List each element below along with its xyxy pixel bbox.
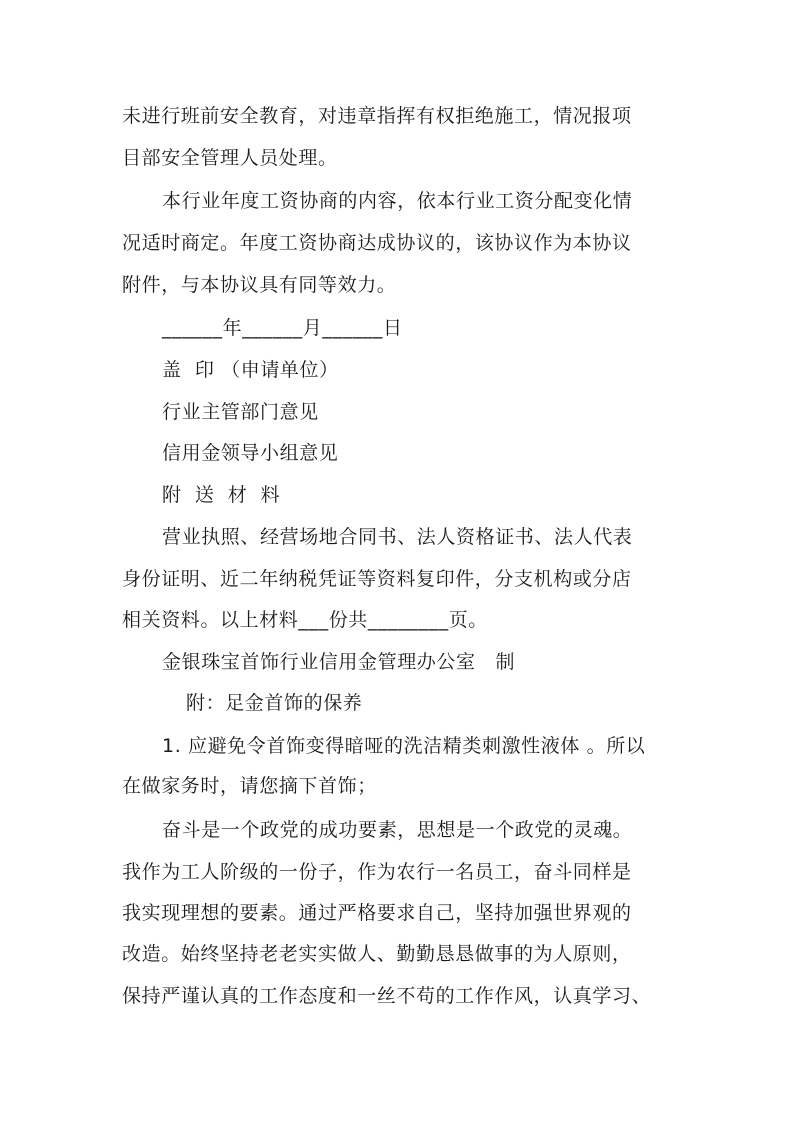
department-opinion-line: 行业主管部门意见 — [162, 401, 319, 423]
paragraph-line: 本行业年度工资协商的内容，依本行业工资分配变化情 — [162, 190, 633, 212]
paragraph-line: 目部安全管理人员处理。 — [122, 147, 338, 169]
list-item-line: 1. 应避免令首饰变得暗哑的洗洁精类刺激性液体 。所以 — [162, 735, 646, 757]
date-line: ______年______月______日 — [162, 317, 403, 339]
paragraph-line: 况适时商定。年度工资协商达成协议的，该协议作为本协议 — [122, 232, 632, 254]
paragraph-line: 营业执照、经营场地合同书、法人资格证书、法人代表 — [162, 526, 633, 548]
paragraph-line: 附件，与本协议具有同等效力。 — [122, 274, 397, 296]
paragraph-line: 保持严谨认真的工作态度和一丝不苟的工作作风，认真学习、 — [122, 985, 652, 1007]
paragraph-line: 身份证明、近二年纳税凭证等资料复印件，分支机构或分店 — [122, 568, 632, 590]
paragraph-line: 相关资料。以上材料___份共________页。 — [122, 609, 488, 631]
attached-materials-heading: 附 送 材 料 — [162, 484, 281, 506]
paragraph-line: 我作为工人阶级的一份子，作为农行一名员工，奋斗同样是 — [122, 861, 632, 883]
paragraph-line: 改造。始终坚持老老实实做人、勤勤恳恳做事的为人原则， — [122, 943, 632, 965]
paragraph-line: 我实现理想的要素。通过严格要求自己，坚持加强世界观的 — [122, 902, 632, 924]
leadership-opinion-line: 信用金领导小组意见 — [162, 442, 339, 464]
paragraph-line: 奋斗是一个政党的成功要素，思想是一个政党的灵魂。 — [162, 819, 633, 841]
issuer-line: 金银珠宝首饰行业信用金管理办公室 制 — [162, 651, 516, 673]
paragraph-line: 未进行班前安全教育，对违章指挥有权拒绝施工，情况报项 — [122, 105, 632, 127]
seal-line: 盖 印 （申请单位） — [162, 359, 339, 381]
appendix-heading: 附：足金首饰的保养 — [186, 692, 363, 714]
list-item-line: 在做家务时，请您摘下首饰； — [122, 775, 377, 797]
